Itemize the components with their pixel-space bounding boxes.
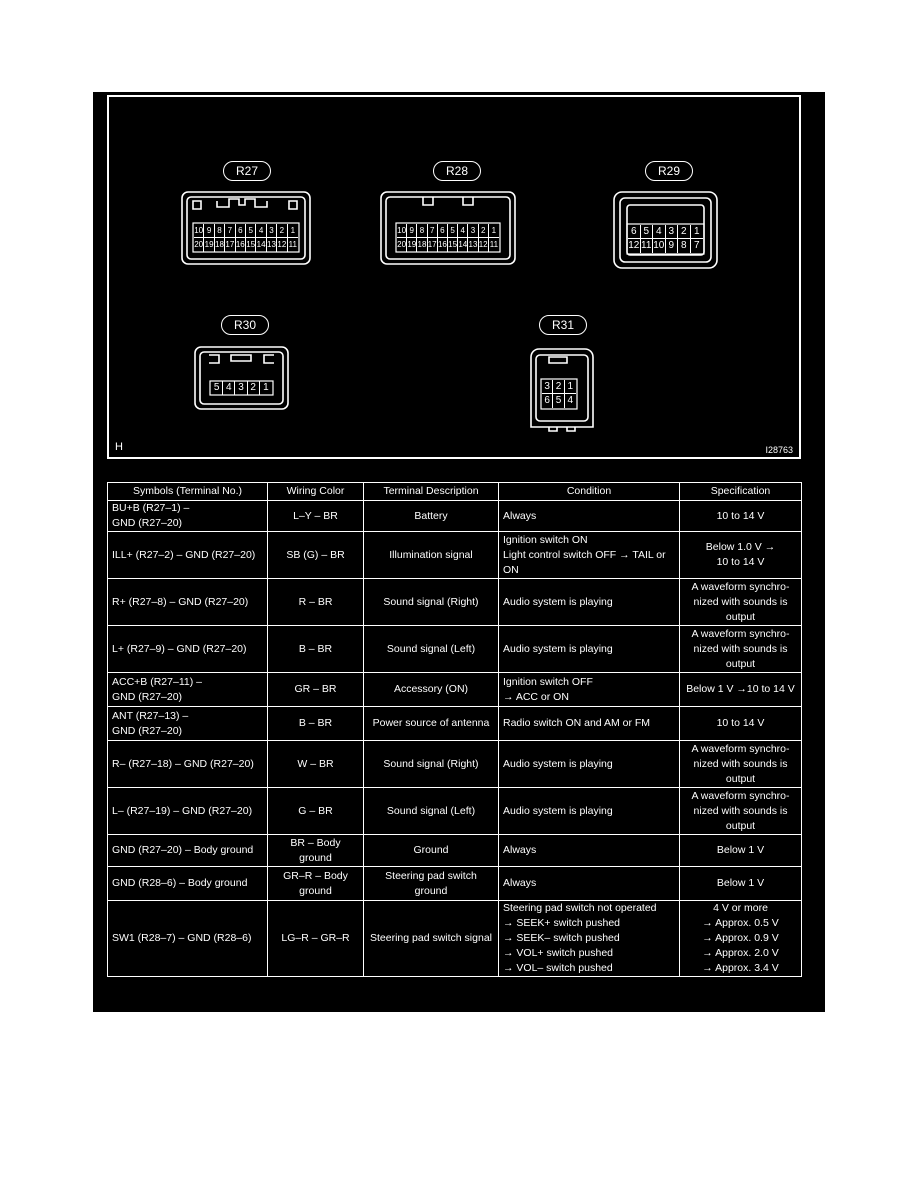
cell-line: → ACC or ON	[503, 690, 569, 703]
cell-line: Radio switch ON and AM or FM	[503, 717, 651, 729]
pin-R30-3: 3	[235, 381, 247, 395]
pin-R27-13: 13	[267, 238, 277, 252]
cell-line: W – BR	[297, 757, 334, 770]
pin-R31-1: 1	[565, 380, 576, 394]
cell-line: SW1 (R28–7) – GND (R28–6)	[112, 932, 252, 944]
pin-R27-16: 16	[236, 238, 246, 252]
cell-line: Ignition switch ON	[503, 533, 588, 546]
cell-line: 10 to 14 V	[716, 509, 765, 522]
cell-line: Always	[503, 844, 537, 856]
cell-line: nized with sounds is	[693, 642, 788, 655]
pin-R27-3: 3	[267, 224, 277, 238]
pin-R28-4: 4	[458, 224, 468, 238]
cell-line: → SEEK– switch pushed	[503, 932, 620, 944]
cell-line: BU+B (R27–1) –	[112, 502, 190, 514]
connector-R31-pins	[542, 380, 576, 408]
connector-R30-pins	[211, 381, 272, 395]
header-specification: Specification	[680, 483, 802, 501]
cell-spec	[680, 673, 802, 707]
table-row	[108, 626, 802, 673]
cell-wiring	[268, 788, 364, 835]
cell-line: ground	[299, 851, 332, 864]
cell-symbol	[108, 707, 268, 741]
header-symbols: Symbols (Terminal No.)	[108, 483, 268, 501]
pin-R27-19: 19	[204, 238, 214, 252]
pin-R27-15: 15	[246, 238, 256, 252]
cell-wiring	[268, 673, 364, 707]
cell-spec	[680, 741, 802, 788]
cell-description	[364, 835, 499, 867]
cell-symbol	[108, 741, 268, 788]
pin-R30-2: 2	[248, 381, 260, 395]
pin-R28-11: 11	[489, 240, 499, 249]
cell-line: Steering pad switch	[385, 869, 477, 882]
table-row	[108, 741, 802, 788]
cell-line: output	[725, 610, 756, 623]
connector-label-R30: R30	[221, 315, 269, 335]
cell-symbol	[108, 626, 268, 673]
connector-label-R28: R28	[433, 161, 481, 181]
cell-line: ON	[503, 563, 519, 576]
pin-R27-8: 8	[215, 224, 225, 238]
cell-line: Sound signal (Right)	[383, 595, 479, 608]
pin-R29-4: 4	[653, 225, 666, 239]
cell-line: SB (G) – BR	[286, 548, 345, 561]
pin-R28-1: 1	[489, 224, 499, 238]
cell-wiring	[268, 501, 364, 532]
cell-line: A waveform synchro-	[691, 580, 790, 593]
table-row	[108, 788, 802, 835]
pin-R29-1: 1	[691, 225, 704, 239]
pin-R29-12: 12	[628, 240, 640, 251]
pin-R27-14: 14	[256, 238, 266, 252]
pin-R31-3: 3	[542, 380, 553, 394]
cell-line: GR – BR	[294, 683, 337, 695]
cell-spec	[680, 901, 802, 977]
cell-line: R – BR	[298, 595, 333, 608]
cell-description	[364, 901, 499, 977]
pin-R28-9: 9	[407, 224, 417, 238]
table-header-row	[108, 483, 802, 501]
pin-R27-6: 6	[236, 224, 246, 238]
figure-id: I28763	[765, 445, 793, 455]
table-body	[108, 501, 802, 977]
cell-line: Audio system is playing	[503, 595, 613, 608]
cell-line: Accessory (ON)	[393, 683, 469, 695]
pin-R28-3: 3	[468, 224, 478, 238]
cell-line: → VOL+ switch pushed	[503, 947, 614, 959]
connector-label-R27: R27	[223, 161, 271, 181]
cell-symbol	[108, 788, 268, 835]
pin-R27-11: 11	[288, 240, 297, 249]
pin-R27-2: 2	[277, 224, 287, 238]
pin-R28-6: 6	[438, 224, 448, 238]
pin-R27-12: 12	[277, 238, 287, 252]
header-wiring-color: Wiring Color	[268, 483, 364, 501]
cell-symbol	[108, 901, 268, 977]
cell-line: Audio system is playing	[503, 642, 613, 655]
cell-wiring	[268, 707, 364, 741]
cell-line: Always	[503, 877, 537, 889]
connector-R27-pins	[194, 224, 298, 252]
pin-R30-4: 4	[223, 381, 235, 395]
cell-line: LG–R – GR–R	[281, 932, 350, 944]
cell-line: 4 V or more	[713, 902, 768, 914]
cell-line: L+ (R27–9) – GND (R27–20)	[112, 642, 247, 655]
cell-line: BR – Body	[290, 836, 341, 849]
cell-line: Sound signal (Left)	[386, 804, 476, 817]
cell-line: → Approx. 0.9 V	[702, 932, 779, 944]
cell-line: A waveform synchro-	[691, 742, 790, 755]
cell-line: Below 1.0 V →	[705, 541, 776, 553]
cell-description	[364, 707, 499, 741]
table-row	[108, 532, 802, 579]
cell-line: GND (R27–20)	[112, 724, 183, 737]
pin-R28-5: 5	[448, 224, 458, 238]
cell-line: Steering pad switch not operated	[503, 902, 657, 914]
pin-R31-4: 4	[567, 395, 574, 406]
cell-spec	[680, 532, 802, 579]
connector-R30-body	[195, 347, 288, 409]
cell-line: Ignition switch OFF	[503, 675, 593, 688]
cell-line: Ground	[413, 844, 449, 856]
pin-R28-2: 2	[479, 224, 489, 238]
cell-line: L– (R27–19) – GND (R27–20)	[112, 804, 253, 817]
cell-spec	[680, 626, 802, 673]
cell-line: Below 1 V	[716, 844, 765, 856]
cell-line: → Approx. 2.0 V	[702, 947, 779, 959]
cell-line: nized with sounds is	[693, 595, 788, 608]
cell-line: Sound signal (Right)	[383, 757, 479, 770]
cell-condition	[499, 741, 680, 788]
pin-R31-2: 2	[553, 380, 564, 394]
pin-R28-10: 10	[397, 224, 407, 238]
cell-line: L–Y – BR	[293, 509, 338, 522]
cell-wiring	[268, 579, 364, 626]
cell-spec	[680, 867, 802, 901]
cell-wiring	[268, 741, 364, 788]
cell-symbol	[108, 867, 268, 901]
cell-condition	[499, 788, 680, 835]
pin-R27-10: 10	[194, 224, 204, 238]
pin-R28-17: 17	[428, 238, 438, 252]
cell-line: → SEEK+ switch pushed	[503, 917, 621, 929]
cell-line: GND (R27–20) – Body ground	[112, 844, 254, 856]
pin-R28-15: 15	[448, 238, 458, 252]
header-terminal-description: Terminal Description	[364, 483, 499, 501]
pin-R29-6: 6	[628, 225, 641, 239]
cell-condition	[499, 835, 680, 867]
cell-line: 10 to 14 V	[716, 556, 765, 568]
cell-description	[364, 741, 499, 788]
terminal-spec-table	[107, 482, 802, 977]
connector-drawings	[109, 97, 803, 461]
pin-R27-18: 18	[215, 238, 225, 252]
connector-label-R31: R31	[539, 315, 587, 335]
cell-line: R– (R27–18) – GND (R27–20)	[112, 757, 254, 770]
cell-line: B – BR	[298, 642, 333, 655]
pin-R28-8: 8	[417, 224, 427, 238]
pin-R28-18: 18	[417, 238, 427, 252]
cell-description	[364, 579, 499, 626]
cell-line: Audio system is playing	[503, 757, 613, 770]
cell-description	[364, 867, 499, 901]
cell-line: Sound signal (Left)	[386, 642, 476, 655]
pin-R27-4: 4	[256, 224, 266, 238]
cell-line: nized with sounds is	[693, 804, 788, 817]
cell-line: → VOL– switch pushed	[503, 962, 613, 974]
cell-line: Below 1 V →10 to 14 V	[686, 683, 795, 695]
cell-line: GND (R28–6) – Body ground	[112, 877, 248, 889]
cell-line: → Approx. 0.5 V	[702, 917, 779, 929]
cell-description	[364, 673, 499, 707]
cell-symbol	[108, 835, 268, 867]
pin-R31-6: 6	[542, 394, 553, 408]
cell-symbol	[108, 673, 268, 707]
cell-line: A waveform synchro-	[691, 627, 790, 640]
cell-condition	[499, 579, 680, 626]
cell-line: output	[725, 657, 756, 670]
cell-line: output	[725, 772, 756, 785]
pin-R30-1: 1	[263, 382, 269, 393]
cell-description	[364, 532, 499, 579]
cell-line: ground	[299, 884, 332, 897]
cell-spec	[680, 501, 802, 532]
cell-description	[364, 788, 499, 835]
cell-line: Power source of antenna	[372, 717, 490, 729]
pin-R28-7: 7	[428, 224, 438, 238]
connector-R28-pins	[397, 224, 499, 252]
cell-wiring	[268, 901, 364, 977]
cell-line: R+ (R27–8) – GND (R27–20)	[112, 595, 249, 608]
pin-R28-19: 19	[407, 238, 417, 252]
header-condition: Condition	[499, 483, 680, 501]
table-row	[108, 579, 802, 626]
cell-condition	[499, 626, 680, 673]
pin-R28-13: 13	[468, 238, 478, 252]
cell-line: output	[725, 819, 756, 832]
cell-condition	[499, 532, 680, 579]
cell-symbol	[108, 501, 268, 532]
cell-line: Illumination signal	[389, 548, 473, 561]
pin-R27-17: 17	[225, 238, 235, 252]
pin-R27-20: 20	[194, 238, 204, 252]
pin-R29-7: 7	[693, 240, 700, 251]
pin-R29-5: 5	[641, 225, 654, 239]
cell-line: ILL+ (R27–2) – GND (R27–20)	[112, 548, 256, 561]
cell-line: G – BR	[298, 804, 333, 817]
cell-condition	[499, 673, 680, 707]
cell-wiring	[268, 835, 364, 867]
pin-R29-3: 3	[666, 225, 679, 239]
table-row	[108, 707, 802, 741]
table-row	[108, 835, 802, 867]
cell-line: ground	[414, 884, 448, 897]
cell-line: Battery	[414, 509, 448, 522]
pin-R27-1: 1	[288, 224, 298, 238]
cell-line: ANT (R27–13) –	[112, 709, 189, 722]
cell-condition	[499, 867, 680, 901]
cell-line: B – BR	[298, 717, 333, 729]
table-row	[108, 673, 802, 707]
cell-symbol	[108, 532, 268, 579]
cell-line: Steering pad switch signal	[370, 932, 492, 944]
pin-R29-9: 9	[666, 239, 679, 253]
cell-wiring	[268, 532, 364, 579]
cell-condition	[499, 501, 680, 532]
pin-R27-7: 7	[225, 224, 235, 238]
cell-spec	[680, 579, 802, 626]
cell-wiring	[268, 626, 364, 673]
pin-R30-5: 5	[211, 381, 223, 395]
cell-line: 10 to 14 V	[716, 717, 765, 729]
table-row	[108, 901, 802, 977]
pin-R27-5: 5	[246, 224, 256, 238]
pin-R31-5: 5	[553, 394, 564, 408]
pin-R29-11: 11	[641, 240, 652, 251]
cell-condition	[499, 901, 680, 977]
connector-R29-pins	[628, 225, 703, 253]
cell-line: A waveform synchro-	[691, 789, 790, 802]
connector-diagram	[107, 95, 801, 459]
pin-R28-12: 12	[479, 238, 489, 252]
cell-line: GR–R – Body	[283, 869, 348, 882]
cell-description	[364, 501, 499, 532]
cell-symbol	[108, 579, 268, 626]
table-row	[108, 867, 802, 901]
cell-line: ACC+B (R27–11) –	[112, 675, 202, 688]
cell-line: → Approx. 3.4 V	[702, 962, 779, 974]
pin-R28-14: 14	[458, 238, 468, 252]
cell-condition	[499, 707, 680, 741]
cell-line: Light control switch OFF → TAIL or	[503, 548, 666, 561]
cell-line: Always	[503, 509, 537, 522]
pin-R28-16: 16	[438, 238, 448, 252]
table-row	[108, 501, 802, 532]
view-label: H	[115, 441, 123, 453]
cell-spec	[680, 788, 802, 835]
cell-line: nized with sounds is	[693, 757, 788, 770]
cell-line: Below 1 V	[716, 877, 765, 889]
pin-R29-10: 10	[653, 240, 665, 251]
cell-line: GND (R27–20)	[112, 690, 183, 703]
cell-spec	[680, 835, 802, 867]
cell-line: GND (R27–20)	[112, 517, 183, 529]
cell-line: Audio system is playing	[503, 804, 613, 817]
pin-R27-9: 9	[204, 224, 214, 238]
cell-spec	[680, 707, 802, 741]
pin-R28-20: 20	[397, 238, 407, 252]
cell-wiring	[268, 867, 364, 901]
pin-R29-2: 2	[678, 225, 691, 239]
connector-label-R29: R29	[645, 161, 693, 181]
cell-description	[364, 626, 499, 673]
pin-R29-8: 8	[678, 239, 691, 253]
